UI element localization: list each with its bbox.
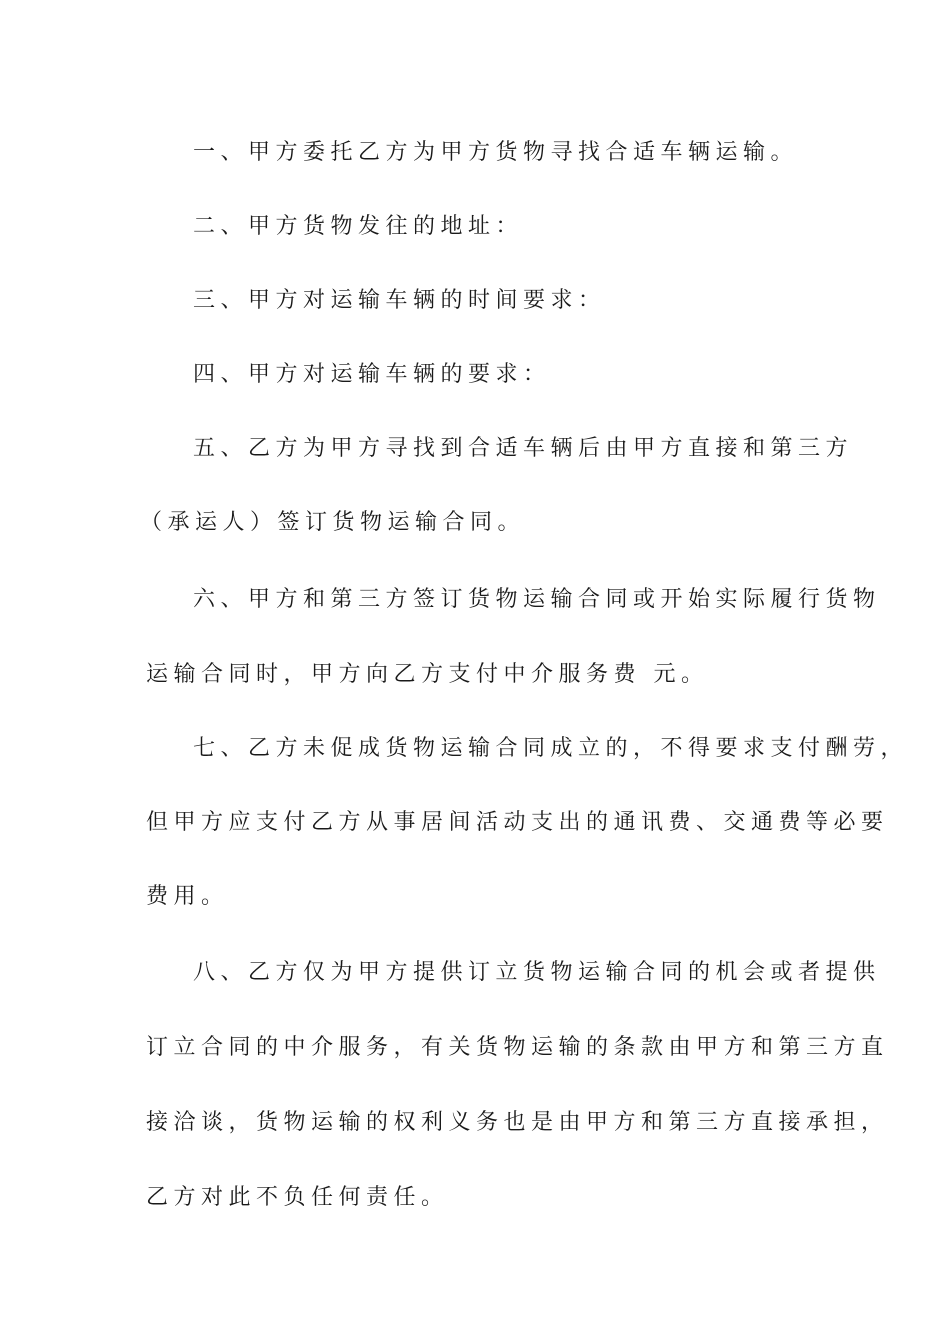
clause-8-line-4: 乙方对此不负任何责任。	[146, 1185, 449, 1210]
clause-8-line-1: 八、乙方仅为甲方提供订立货物运输合同的机会或者提供	[193, 960, 881, 985]
clause-2-line-1: 二、甲方货物发往的地址：	[193, 214, 524, 239]
clause-7-line-3: 费用。	[146, 884, 229, 909]
clause-8-line-3: 接洽谈，货物运输的权利义务也是由甲方和第三方直接承担，	[146, 1110, 889, 1135]
clause-6-line-1: 六、甲方和第三方签订货物运输合同或开始实际履行货物	[193, 587, 881, 612]
clause-3-line-1: 三、甲方对运输车辆的时间要求：	[193, 288, 606, 313]
clause-5-line-2: （承运人）签订货物运输合同。	[140, 510, 526, 535]
clause-6-line-2: 运输合同时，甲方向乙方支付中介服务费 元。	[146, 662, 709, 687]
clause-8-line-2: 订立合同的中介服务，有关货物运输的条款由甲方和第三方直	[146, 1035, 889, 1060]
clause-7-line-2: 但甲方应支付乙方从事居间活动支出的通讯费、交通费等必要	[146, 810, 889, 835]
clause-7-line-1: 七、乙方未促成货物运输合同成立的，不得要求支付酬劳，	[193, 736, 909, 761]
clause-4-line-1: 四、甲方对运输车辆的要求：	[193, 362, 551, 387]
clause-1-line-1: 一、甲方委托乙方为甲方货物寻找合适车辆运输。	[193, 140, 799, 165]
clause-5-line-1: 五、乙方为甲方寻找到合适车辆后由甲方直接和第三方	[193, 436, 854, 461]
